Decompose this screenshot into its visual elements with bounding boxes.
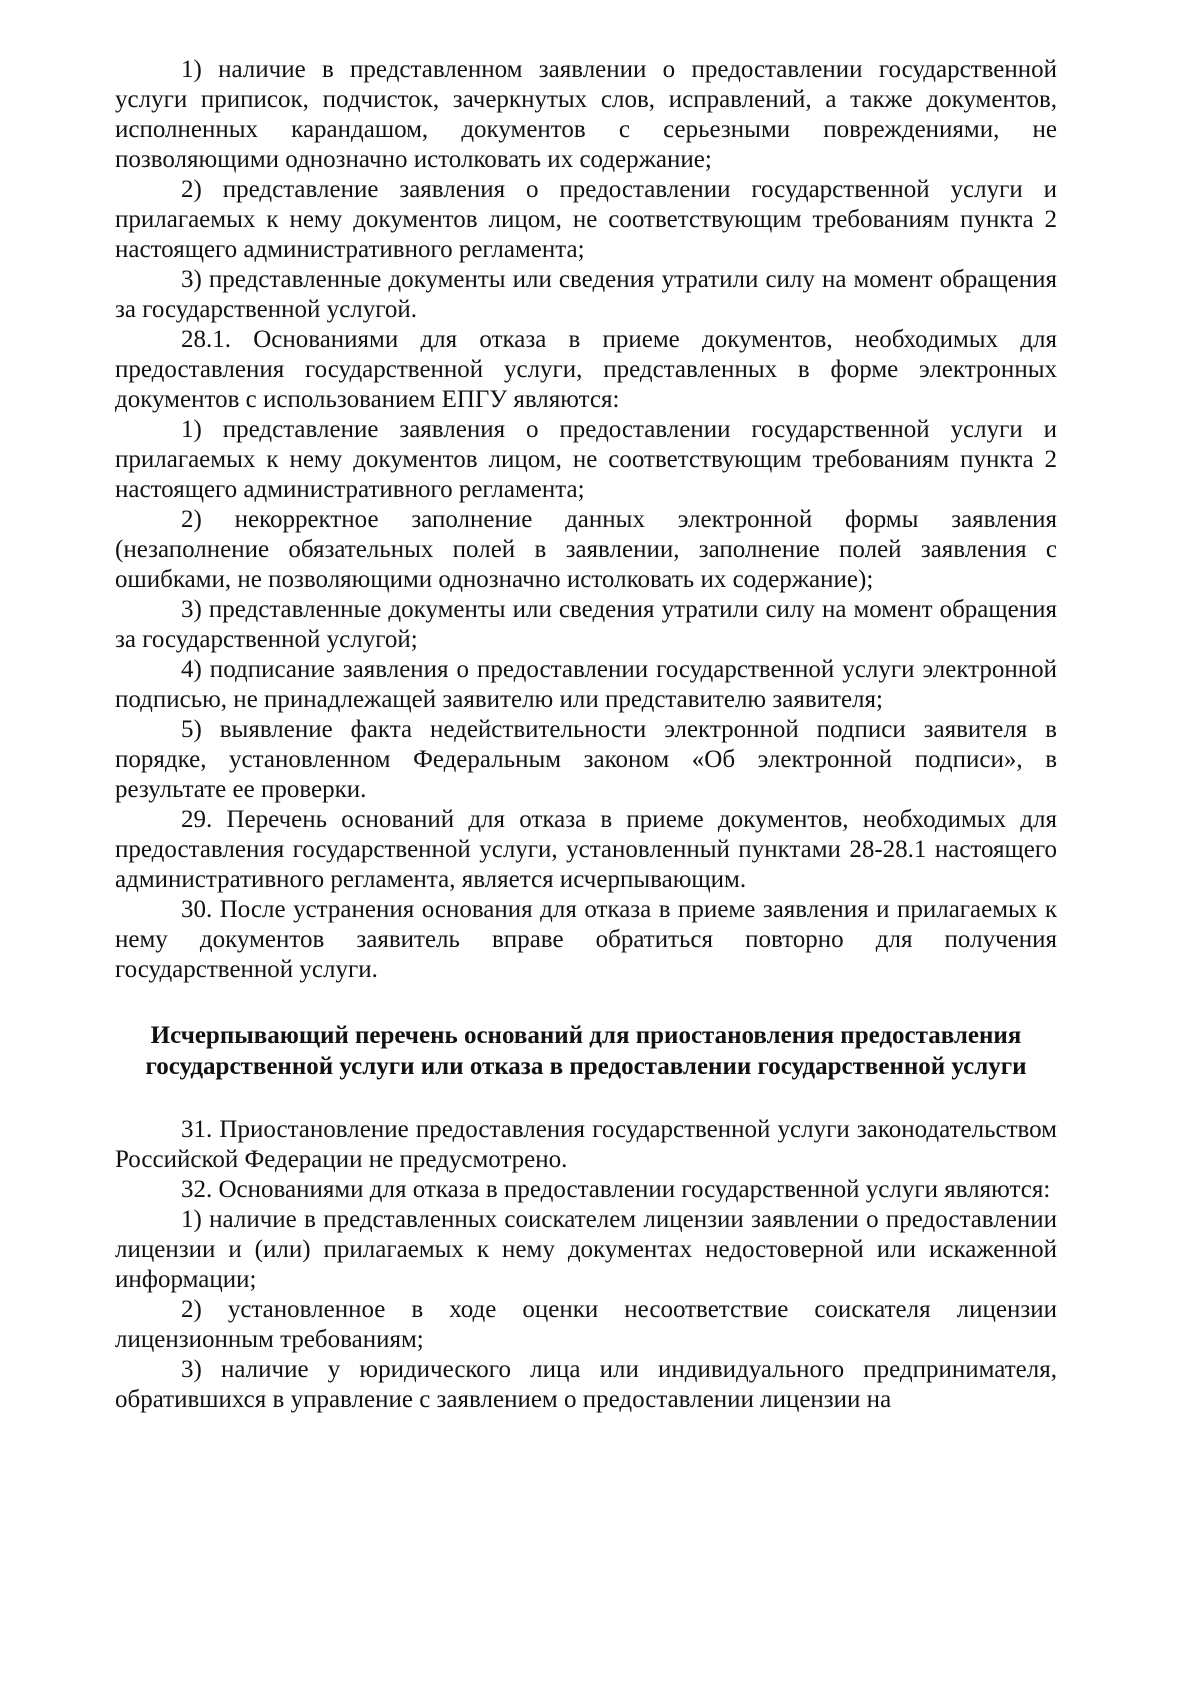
paragraph: 2) установленное в ходе оценки несоответствие соискателя лицензии лицензионным требованиям;	[115, 1296, 1057, 1353]
paragraph: 4) подписание заявления о предоставлении государственной услуги электронной подписью, не принадлежащей заявителю или представителю заявителя;	[115, 656, 1057, 713]
paragraph: 2) некорректное заполнение данных электронной формы заявления (незаполнение обязательных полей в заявлении, заполнение полей заявления с ошибками, не позволяющими однозначно истолковать их содержание);	[115, 506, 1057, 593]
paragraph: 1) наличие в представленных соискателем лицензии заявлении о предоставлении лицензии и (или) прилагаемых к нему документах недостоверной или искаженной информации;	[115, 1206, 1057, 1293]
document-page	[115, 55, 1057, 1415]
paragraph: 2) представление заявления о предоставлении государственной услуги и прилагаемых к нему документов лицом, не соответствующим требованиям пункта 2 настоящего административного регламента;	[115, 176, 1057, 263]
paragraph: 3) представленные документы или сведения утратили силу на момент обращения за государственной услугой.	[115, 266, 1057, 323]
section-heading	[115, 1020, 1057, 1082]
section-heading-line: государственной услуги или отказа в предоставлении государственной услуги	[145, 1053, 1027, 1080]
paragraph: 28.1. Основаниями для отказа в приеме документов, необходимых для предоставления государственной услуги, представленных в форме электронных документов с использованием ЕПГУ являются:	[115, 326, 1057, 413]
paragraph: 29. Перечень оснований для отказа в приеме документов, необходимых для предоставления государственной услуги, установленный пунктами 28-28.1 настоящего административного регламента, является исчерпывающим.	[115, 806, 1057, 893]
section-heading-line: Исчерпывающий перечень оснований для приостановления предоставления	[150, 1022, 1022, 1049]
paragraph: 5) выявление факта недействительности электронной подписи заявителя в порядке, установленном Федеральным законом «Об электронной подписи», в результате ее проверки.	[115, 716, 1057, 803]
paragraph: 30. После устранения основания для отказа в приеме заявления и прилагаемых к нему документов заявитель вправе обратиться повторно для получения государственной услуги.	[115, 896, 1057, 983]
paragraph: 3) представленные документы или сведения утратили силу на момент обращения за государственной услугой;	[115, 596, 1057, 653]
paragraph: 31. Приостановление предоставления государственной услуги законодательством Российской Федерации не предусмотрено.	[115, 1116, 1057, 1173]
paragraph: 3) наличие у юридического лица или индивидуального предпринимателя, обратившихся в управление с заявлением о предоставлении лицензии на	[115, 1356, 1057, 1413]
paragraph: 32. Основаниями для отказа в предоставлении государственной услуги являются:	[181, 1176, 1051, 1203]
paragraph: 1) наличие в представленном заявлении о предоставлении государственной услуги приписок, подчисток, зачеркнутых слов, исправлений, а также документов, исполненных карандашом, документов с серьезными повреждениями, не позволяющими однозначно истолковать их содержание;	[115, 56, 1057, 173]
section-body	[115, 1115, 1057, 1415]
paragraph: 1) представление заявления о предоставлении государственной услуги и прилагаемых к нему документов лицом, не соответствующим требованиям пункта 2 настоящего административного регламента;	[115, 416, 1057, 503]
